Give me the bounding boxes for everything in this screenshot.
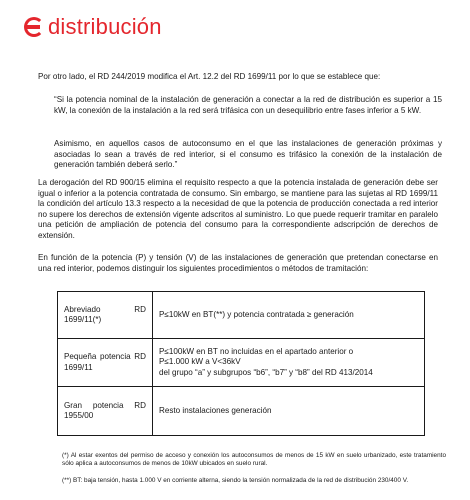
table-row bbox=[58, 292, 425, 339]
e-logo-icon bbox=[23, 16, 45, 38]
footnote-1: (*) Al estar exentos del permiso de acceso y conexión los autoconsumos de menos de 15 kW en suelo urbanizado, este tratamiento sólo aplica a autoconsumos de menos de 10kW ubicados en suelo rural. bbox=[62, 452, 446, 467]
intro-paragraph: Por otro lado, el RD 244/2019 modifica el Art. 12.2 del RD 1699/11 por lo que se establece que: bbox=[38, 72, 381, 81]
function-paragraph: En función de la potencia (P) y tensión (V) de las instalaciones de generación que pretendan conectarse en una red interior, podemos distinguir los siguientes procedimientos o métodos de tramitación: bbox=[38, 253, 438, 273]
logo-text: distribución bbox=[48, 14, 162, 39]
table-row bbox=[58, 387, 425, 436]
condition-line: P≤100kW en BT no incluidas en el apartado anterior o bbox=[159, 346, 354, 356]
procedure-condition bbox=[153, 339, 425, 387]
procedure-name: Gran potencia RD 1955/00 bbox=[58, 387, 153, 436]
condition-line: P≤1.000 kW a V<36kV bbox=[159, 357, 241, 367]
procedure-name: Pequeña potencia RD 1699/11 bbox=[58, 339, 153, 387]
quote-paragraph-1: “Si la potencia nominal de la instalación de generación a conectar a la red de distribución es superior a 15 kW, la conexión de la instalación a la red será trifásica con un desequilibrio entre fases inferior a 5 kW. bbox=[54, 95, 442, 115]
procedures-table bbox=[57, 291, 425, 436]
derogation-paragraph: La derogación del RD 900/15 elimina el requisito respecto a que la potencia instalada de generación debe ser igual o inferior a la potencia contratada de consumo. Sin embargo, se mantiene para las sujetas al RD 1699/11 la condición del artículo 13.3 respecto a la necesidad de que la potencia de producción conectada a red interior no supere los derechos de extensión vigente adscritos al suministro. Lo que puede requerir tramitar en paralelo una petición de ampliación de potencia del consumo para la correspondiente adscripción de derechos de extensión. bbox=[38, 178, 438, 240]
e-distribucion-logo bbox=[23, 14, 162, 40]
procedure-name: Abreviado RD 1699/11(*) bbox=[58, 292, 153, 339]
procedure-condition: Resto instalaciones generación bbox=[153, 387, 425, 436]
table-row bbox=[58, 339, 425, 387]
footnote-2: (**) BT: baja tensión, hasta 1.000 V en corriente alterna, siendo la tensión normalizada de la red de distribución 230/400 V. bbox=[62, 477, 409, 484]
procedure-condition: P≤10kW en BT(**) y potencia contratada ≥ generación bbox=[153, 292, 425, 339]
condition-line: del grupo “a” y subgrupos “b6”, “b7” y “b8” del RD 413/2014 bbox=[159, 367, 373, 377]
quote-paragraph-2: Asimismo, en aquellos casos de autoconsumo en el que las instalaciones de generación próximas y asociadas lo sean a través de red interior, si el consumo es trifásico la conexión de la instalación de generación también deberá serlo.” bbox=[54, 139, 442, 169]
